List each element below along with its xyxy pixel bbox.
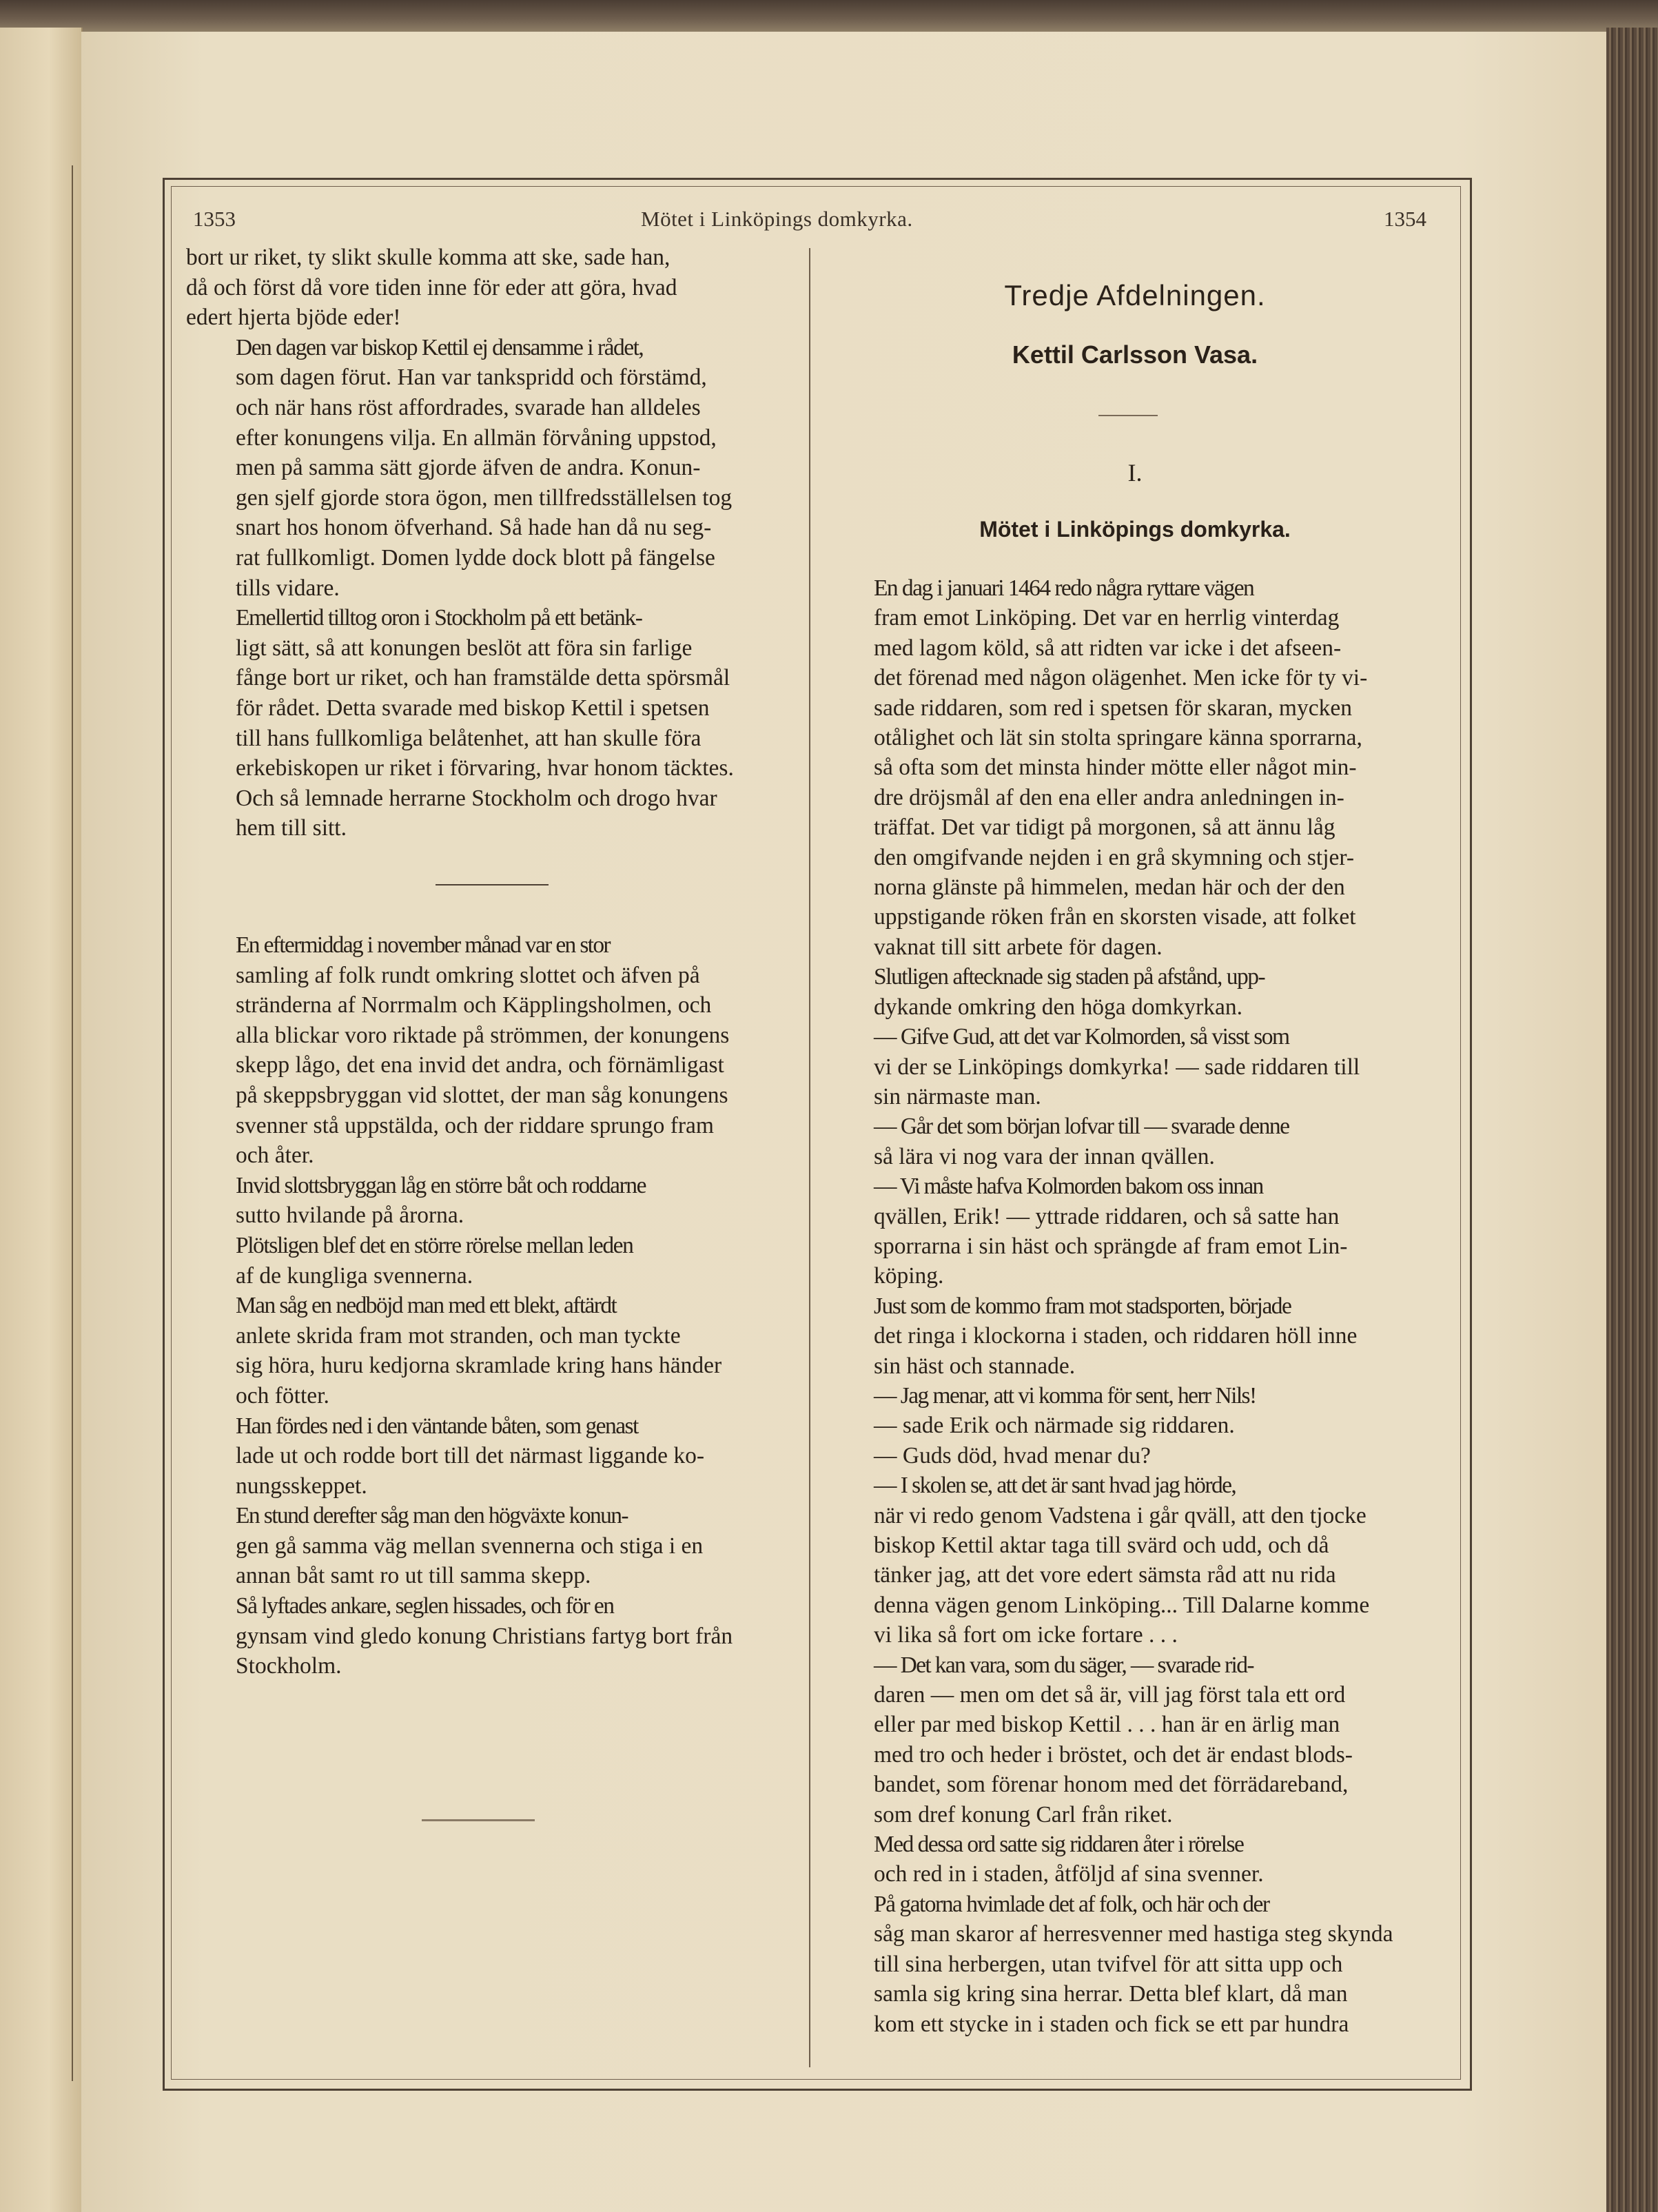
paragraph	[186, 930, 797, 1171]
text-line: norna glänste på himmelen, medan här och der den	[874, 874, 1345, 901]
text-line: — Jag menar, att vi komma för sent, herr Nils!	[874, 1382, 1256, 1409]
text-line: — Gifve Gud, att det var Kolmorden, så visst som	[874, 1024, 1289, 1050]
text-line: Han fördes ned i den väntande båten, som genast	[236, 1413, 638, 1439]
text-line: snart hos honom öfverhand. Så hade han då nu seg-	[236, 515, 712, 541]
text-line: — I skolen se, att det är sant hvad jag hörde,	[874, 1473, 1236, 1499]
text-line: annan båt samt ro ut till samma skepp.	[236, 1563, 591, 1589]
left-column-block-2	[186, 930, 797, 1681]
text-line: otålighet och lät sin stolta springare känna sporrarna,	[874, 725, 1362, 751]
text-line: fånge bort ur riket, och han framstälde detta spörsmål	[236, 665, 730, 691]
paragraph	[824, 573, 1426, 962]
paragraph	[186, 1291, 797, 1411]
end-separator-rule	[422, 1819, 535, 1821]
right-column-text	[824, 573, 1426, 2039]
paragraph	[186, 1231, 797, 1291]
paragraph	[824, 1890, 1426, 2039]
text-line: samling af folk rundt omkring slottet och äfven på	[236, 962, 700, 988]
text-line: lade ut och rodde bort till det närmast liggande ko-	[236, 1443, 705, 1469]
book-top-edge	[0, 0, 1658, 32]
text-line: sin närmaste man.	[874, 1083, 1041, 1109]
text-line: skepp lågo, det ena invid det andra, och förnämligast	[236, 1052, 724, 1078]
text-line: Med dessa ord satte sig riddaren åter i rörelse	[874, 1832, 1244, 1858]
text-line: daren — men om det så är, vill jag först tala ett ord	[874, 1682, 1346, 1708]
text-line: på skeppsbryggan vid slottet, der man såg konungens	[236, 1082, 728, 1108]
paragraph	[824, 1291, 1426, 1381]
text-line: till hans fullkomliga belåtenhet, att han skulle föra	[236, 725, 702, 751]
paragraph	[824, 1830, 1426, 1890]
text-line: fram emot Linköping. Det var en herrlig vinterdag	[874, 605, 1340, 631]
text-line: tänker jag, att det vore edert sämsta råd att nu rida	[874, 1562, 1336, 1588]
text-line: det förenad med någon olägenhet. Men icke för ty vi-	[874, 665, 1368, 691]
chapter-number: I.	[1127, 459, 1143, 487]
title-separator-rule	[1098, 415, 1158, 416]
text-line: En stund derefter såg man den högväxte konun-	[236, 1503, 628, 1529]
chapter-title: Mötet i Linköpings domkyrka.	[979, 517, 1291, 542]
text-line: Den dagen var biskop Kettil ej densamme i rådet,	[236, 334, 644, 360]
text-line: gen sjelf gjorde stora ögon, men tillfredsställelsen tog	[236, 484, 733, 511]
text-line: såg man skaror af herresvenner med hastiga steg skynda	[874, 1921, 1393, 1947]
text-line: och fötter.	[236, 1382, 329, 1409]
paragraph	[824, 1441, 1426, 1471]
text-line: dre dröjsmål af den ena eller andra anledningen in-	[874, 784, 1344, 810]
text-line: det ringa i klockorna i staden, och riddaren höll inne	[874, 1323, 1358, 1349]
text-line: sade riddaren, som red i spetsen för skaran, mycken	[874, 695, 1352, 721]
text-line: alla blickar voro riktade på strömmen, der konungens	[236, 1022, 730, 1048]
text-line: denna vägen genom Linköping... Till Dalarne komme	[874, 1592, 1370, 1618]
previous-page-edge	[0, 28, 83, 2212]
text-line: stränderna af Norrmalm och Käpplingsholmen, och	[236, 992, 712, 1018]
text-line: den omgifvande nejden i en grå skymning och stjer-	[874, 844, 1355, 870]
text-line: En dag i januari 1464 redo några ryttare vägen	[874, 575, 1254, 601]
text-line: med tro och heder i bröstet, och det är endast blods-	[874, 1741, 1353, 1768]
text-line: erkebiskopen ur riket i förvaring, hvar honom täcktes.	[236, 755, 734, 781]
text-line: nungsskeppet.	[236, 1473, 367, 1499]
text-line: och red in i staden, åtföljd af sina svenner.	[874, 1861, 1264, 1887]
text-line: men på samma sätt gjorde äfven de andra. Konun-	[236, 455, 701, 481]
text-line: gynsam vind gledo konung Christians fartyg bort från	[236, 1623, 733, 1649]
text-line: En eftermiddag i november månad var en stor	[236, 932, 610, 958]
text-line: med lagom köld, så att ridten var icke i det afseen-	[874, 635, 1342, 661]
text-line: sporrarna i sin häst och sprängde af fram emot Lin-	[874, 1233, 1348, 1259]
text-line: till sina herbergen, utan tvifvel för att sitta upp och	[874, 1951, 1343, 1977]
text-line: uppstigande röken från en skorsten visade, att folket	[874, 904, 1356, 930]
text-line: efter konungens vilja. En allmän förvåning uppstod,	[236, 424, 717, 451]
page-number-left: 1353	[193, 207, 236, 231]
paragraph	[824, 1650, 1426, 1830]
text-line: hem till sitt.	[236, 815, 347, 841]
text-line: — sade Erik och närmade sig riddaren.	[874, 1413, 1235, 1439]
text-line: bort ur riket, ty slikt skulle komma att ske, sade han,	[186, 245, 671, 270]
text-line: anlete skrida fram mot stranden, och man tyckte	[236, 1322, 681, 1349]
text-line: och åter.	[236, 1143, 314, 1169]
text-line: — Guds död, hvad menar du?	[874, 1442, 1151, 1468]
text-line: dykande omkring den höga domkyrkan.	[874, 994, 1242, 1020]
paragraph	[824, 1112, 1426, 1171]
text-line: vaknat till sitt arbete för dagen.	[874, 934, 1163, 960]
text-line: bandet, som förenar honom med det förrädareband,	[874, 1772, 1349, 1798]
text-line: — Vi måste hafva Kolmorden bakom oss innan	[874, 1174, 1263, 1200]
part-subtitle: Kettil Carlsson Vasa.	[1012, 340, 1258, 369]
book-fore-edge	[1606, 28, 1658, 2212]
text-line: vi lika så fort om icke fortare . . .	[874, 1622, 1178, 1648]
text-line: biskop Kettil aktar taga till svärd och udd, och då	[874, 1533, 1329, 1558]
text-line: och när hans röst affordrades, svarade han alldeles	[236, 394, 701, 420]
left-column-block-1	[186, 243, 797, 843]
text-line: som dagen förut. Han var tankspridd och förstämd,	[236, 365, 707, 391]
paragraph	[186, 1171, 797, 1231]
text-line: sig höra, huru kedjorna skramlade kring hans händer	[236, 1353, 722, 1379]
paragraph	[186, 603, 797, 843]
text-line: samla sig kring sina herrar. Detta blef klart, då man	[874, 1981, 1348, 2007]
text-line: edert hjerta bjöde eder!	[186, 305, 401, 331]
text-line: Invid slottsbryggan låg en större båt och roddarne	[236, 1172, 646, 1198]
text-line: — Går det som början lofvar till — svarade denne	[874, 1114, 1289, 1140]
text-line: Just som de kommo fram mot stadsporten, började	[874, 1293, 1291, 1319]
paragraph	[824, 1022, 1426, 1112]
paragraph	[824, 1471, 1426, 1650]
text-line: gen gå samma väg mellan svennerna och stiga i en	[236, 1533, 704, 1559]
text-line: träffat. Det var tidigt på morgonen, så att ännu låg	[874, 815, 1335, 841]
page-number-right: 1354	[1384, 207, 1426, 231]
paragraph	[824, 1171, 1426, 1291]
text-line: Och så lemnade herrarne Stockholm och drogo hvar	[236, 785, 717, 811]
paragraph	[186, 1591, 797, 1681]
text-line: som dref konung Carl från riket.	[874, 1801, 1173, 1827]
text-line: qvällen, Erik! — yttrade riddaren, och så satte han	[874, 1203, 1340, 1229]
text-line: Slutligen aftecknade sig staden på afstånd, upp-	[874, 964, 1265, 990]
text-line: — Det kan vara, som du säger, — svarade rid-	[874, 1652, 1253, 1678]
text-line: Man såg en nedböjd man med ett blekt, aftärdt	[236, 1293, 617, 1319]
text-line: rat fullkomligt. Domen lydde dock blott på fängelse	[236, 544, 715, 571]
text-line: sutto hvilande på årorna.	[236, 1202, 464, 1229]
text-line: då och först då vore tiden inne för eder att göra, hvad	[186, 274, 677, 300]
text-line: tills vidare.	[236, 575, 340, 601]
text-line: eller par med biskop Kettil . . . han är en ärlig man	[874, 1712, 1340, 1738]
text-line: Stockholm.	[236, 1653, 342, 1679]
paragraph	[186, 1501, 797, 1591]
text-line: svenner stå uppstälda, och der riddare sprungo fram	[236, 1112, 714, 1138]
part-title: Tredje Afdelningen.	[1004, 279, 1266, 311]
text-line: så ofta som det minsta hinder mötte eller något min-	[874, 755, 1357, 781]
paragraph	[186, 243, 797, 333]
text-line: köping.	[874, 1263, 944, 1289]
paragraph	[186, 1411, 797, 1502]
paragraph	[824, 1381, 1426, 1441]
text-line: Så lyftades ankare, seglen hissades, och för en	[236, 1593, 614, 1619]
text-line: På gatorna hvimlade det af folk, och här och der	[874, 1891, 1269, 1917]
text-line: Plötsligen blef det en större rörelse mellan leden	[236, 1232, 633, 1258]
text-line: ligt sätt, så att konungen beslöt att föra sin farlige	[236, 635, 693, 661]
text-line: när vi redo genom Vadstena i går qväll, att den tjocke	[874, 1502, 1367, 1528]
paragraph	[824, 962, 1426, 1022]
text-line: sin häst och stannade.	[874, 1353, 1076, 1379]
text-line: så lära vi nog vara der innan qvällen.	[874, 1143, 1215, 1169]
running-title: Mötet i Linköpings domkyrka.	[641, 207, 913, 231]
paragraph	[186, 333, 797, 603]
text-line: kom ett stycke in i staden och fick se ett par hundra	[874, 2011, 1349, 2037]
text-line: vi der se Linköpings domkyrka! — sade riddaren till	[874, 1054, 1360, 1080]
text-line: af de kungliga svennerna.	[236, 1262, 473, 1289]
text-line: för rådet. Detta svarade med biskop Kettil i spetsen	[236, 695, 710, 721]
text-line: Emellertid tilltog oron i Stockholm på ett betänk-	[236, 605, 642, 631]
section-separator-rule	[436, 884, 549, 885]
